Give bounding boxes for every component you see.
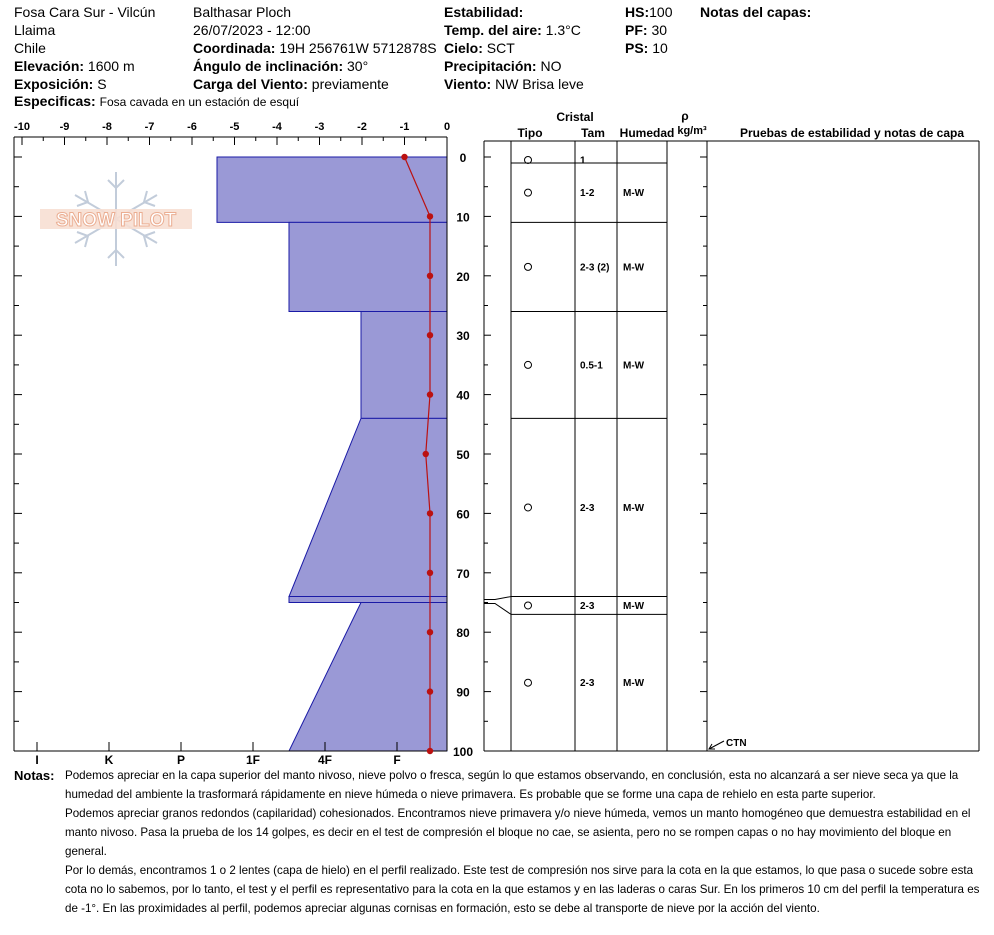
ps: PS: 10 <box>625 40 668 56</box>
specifics: Especificas: Fosa cavada en un estación de esquí <box>14 93 300 109</box>
temperature-point <box>427 510 433 516</box>
temp-tick-label: -2 <box>357 121 367 133</box>
col-header-cristal: Cristal <box>556 110 594 124</box>
wind: Viento: NW Brisa leve <box>444 76 584 92</box>
crystal-round-icon <box>525 679 532 686</box>
depth-label: 50 <box>456 448 470 462</box>
crystal-round-icon <box>525 602 532 609</box>
logo-text: SNOW PILOT <box>55 210 177 231</box>
pf: PF: 30 <box>625 22 668 38</box>
layer-notes-heading: Notas del capas: <box>700 4 812 20</box>
depth-label: 20 <box>456 269 470 284</box>
crystal-size: 0.5-1 <box>580 360 603 372</box>
moisture: M-W <box>623 678 645 690</box>
temp-tick-label: -7 <box>144 121 155 133</box>
temp-tick-label: 0 <box>443 121 451 133</box>
notes-paragraph: Por lo demás, encontramos 1 o 2 lentes (capa de hielo) en el perfil realizado. Este test de compresión nos sirve para la cota en la que estamos, lo que pasa o sucede sobre esta cota no lo sabemos, por lo tanto, el test y el perfil es representativo para la cota en la que estamos y en las laderas o caras Sur. En los primeros 10 cm del perfil la temperatura es de -1°. En las proximidades al perfil, podemos apreciar algunas cornisas en formación, esto se debe al transporte de nieve por la acción del viento. <box>65 864 980 915</box>
datetime: 26/07/2023 - 12:00 <box>193 22 311 38</box>
hardness-layer <box>217 157 447 222</box>
depth-label: 80 <box>456 626 470 641</box>
crystal-round-icon <box>525 263 532 270</box>
temp-tick-label: -1 <box>399 121 410 133</box>
hs: HS:100 <box>625 4 673 20</box>
hardness-layer <box>361 311 447 418</box>
temperature-point <box>427 213 433 219</box>
crystal-round-icon <box>525 504 532 511</box>
temperature-point <box>423 451 429 457</box>
temp-tick-label: -3 <box>314 121 325 133</box>
hardness-label: 4F <box>317 753 333 766</box>
hardness-layer <box>289 222 447 311</box>
hardness-layer <box>289 603 447 752</box>
temp-tick-label: -5 <box>229 121 240 133</box>
sky: Cielo: SCT <box>444 40 515 56</box>
slope-angle: Ángulo de inclinación: 30° <box>193 58 369 74</box>
left-depth-ticks <box>14 157 22 751</box>
hardness-layer <box>289 597 447 603</box>
notes-paragraph: Podemos apreciar en la capa superior del manto nivoso, nieve polvo o fresca, según lo que estamos observando, en conclusión, esta no alcanzará a ser nieve seca ya que la humedad del ambiente la trasformará rápidamente en nieve húmeda o nieve primavera. Es probable que se forme una capa de rehielo en esta parte superior. <box>65 769 959 801</box>
col-header-tests: Pruebas de estabilidad y notas de capa <box>739 126 965 140</box>
exposure: Exposición: S <box>14 76 107 92</box>
crystal-round-icon <box>525 361 532 368</box>
crystal-size: 1 <box>580 155 586 167</box>
depth-axis <box>453 151 707 759</box>
temperature-point <box>427 391 433 397</box>
moisture: M-W <box>623 262 645 274</box>
col-header-rho-units: kg/m³ <box>677 125 707 137</box>
temp-tick-label: -4 <box>272 121 282 133</box>
moisture: M-W <box>623 360 645 372</box>
temperature-point <box>401 154 407 160</box>
crystal-size: 2-3 <box>580 600 595 612</box>
layer-connector <box>484 604 511 615</box>
crystal-round-icon <box>525 189 532 196</box>
temperature-point <box>427 748 433 754</box>
test-result-label: CTN <box>726 738 747 749</box>
air-temp: Temp. del aire: 1.3°C <box>444 22 581 38</box>
hardness-label: P <box>176 753 186 766</box>
depth-label: 0 <box>459 151 467 165</box>
moisture: M-W <box>623 502 645 514</box>
crystal-size: 2-3 (2) <box>580 262 610 274</box>
hardness-layers <box>217 157 447 751</box>
hardness-label: I <box>35 753 39 766</box>
observer: Balthasar Ploch <box>193 4 292 20</box>
precipitation: Precipitación: NO <box>444 58 562 74</box>
temperature-point <box>427 570 433 576</box>
temp-tick-label: -9 <box>59 121 70 133</box>
region: Llaima <box>14 22 56 38</box>
depth-label: 30 <box>456 329 470 344</box>
temperature-point <box>427 688 433 694</box>
snowpilot-logo <box>40 172 192 266</box>
hardness-label: F <box>393 753 401 766</box>
col-header-humedad: Humedad <box>619 126 675 140</box>
notes-paragraph: Podemos apreciar granos redondos (capilaridad) cohesionados. Encontramos nieve primavera y/o nieve húmeda, vemos un manto homogéneo que demuestra estabilidad en el manto nivoso. Pasa la prueba de los 14 golpes, es decir en el test de compresión el bloque no cae, se asienta, pero no se rompen capas o no hay movimiento del bloque en general. <box>65 807 971 858</box>
col-header-rho: ρ <box>681 109 689 123</box>
crystal-size: 1-2 <box>580 188 595 200</box>
elevation: Elevación: 1600 m <box>14 58 135 74</box>
depth-label: 90 <box>456 685 470 700</box>
col-header-tipo: Tipo <box>517 126 543 140</box>
layer-connector <box>484 597 511 600</box>
notes-label: Notas: <box>14 768 55 783</box>
crystal-round-icon <box>525 156 532 163</box>
temperature-point <box>427 629 433 635</box>
crystal-size: 2-3 <box>580 502 595 514</box>
location: Fosa Cara Sur - Vilcún <box>14 4 156 20</box>
stability: Estabilidad: <box>444 4 524 20</box>
temp-tick-label: -8 <box>102 121 112 133</box>
temp-tick-label: -6 <box>187 121 197 133</box>
temperature-point <box>427 273 433 279</box>
depth-label: 70 <box>456 566 470 581</box>
hardness-label: K <box>104 753 114 766</box>
temperature-point <box>427 332 433 338</box>
moisture: M-W <box>623 188 645 200</box>
depth-label: 60 <box>456 507 470 522</box>
crystal-size: 2-3 <box>580 678 595 690</box>
depth-label: 100 <box>452 745 474 759</box>
stability-test-results <box>709 738 747 749</box>
hardness-label: 1F <box>245 753 261 766</box>
country: Chile <box>14 40 46 56</box>
wind-load: Carga del Viento: previamente <box>193 76 389 92</box>
temp-tick-label: -10 <box>14 121 30 133</box>
notes-text <box>65 766 994 918</box>
depth-label: 10 <box>456 210 470 225</box>
moisture: M-W <box>623 600 645 612</box>
coordinates: Coordinada: 19H 256761W 5712878S <box>193 40 437 56</box>
col-header-tam: Tam <box>581 126 605 140</box>
temperature-axis <box>14 121 450 145</box>
hardness-layer <box>289 418 447 596</box>
depth-label: 40 <box>456 388 470 403</box>
